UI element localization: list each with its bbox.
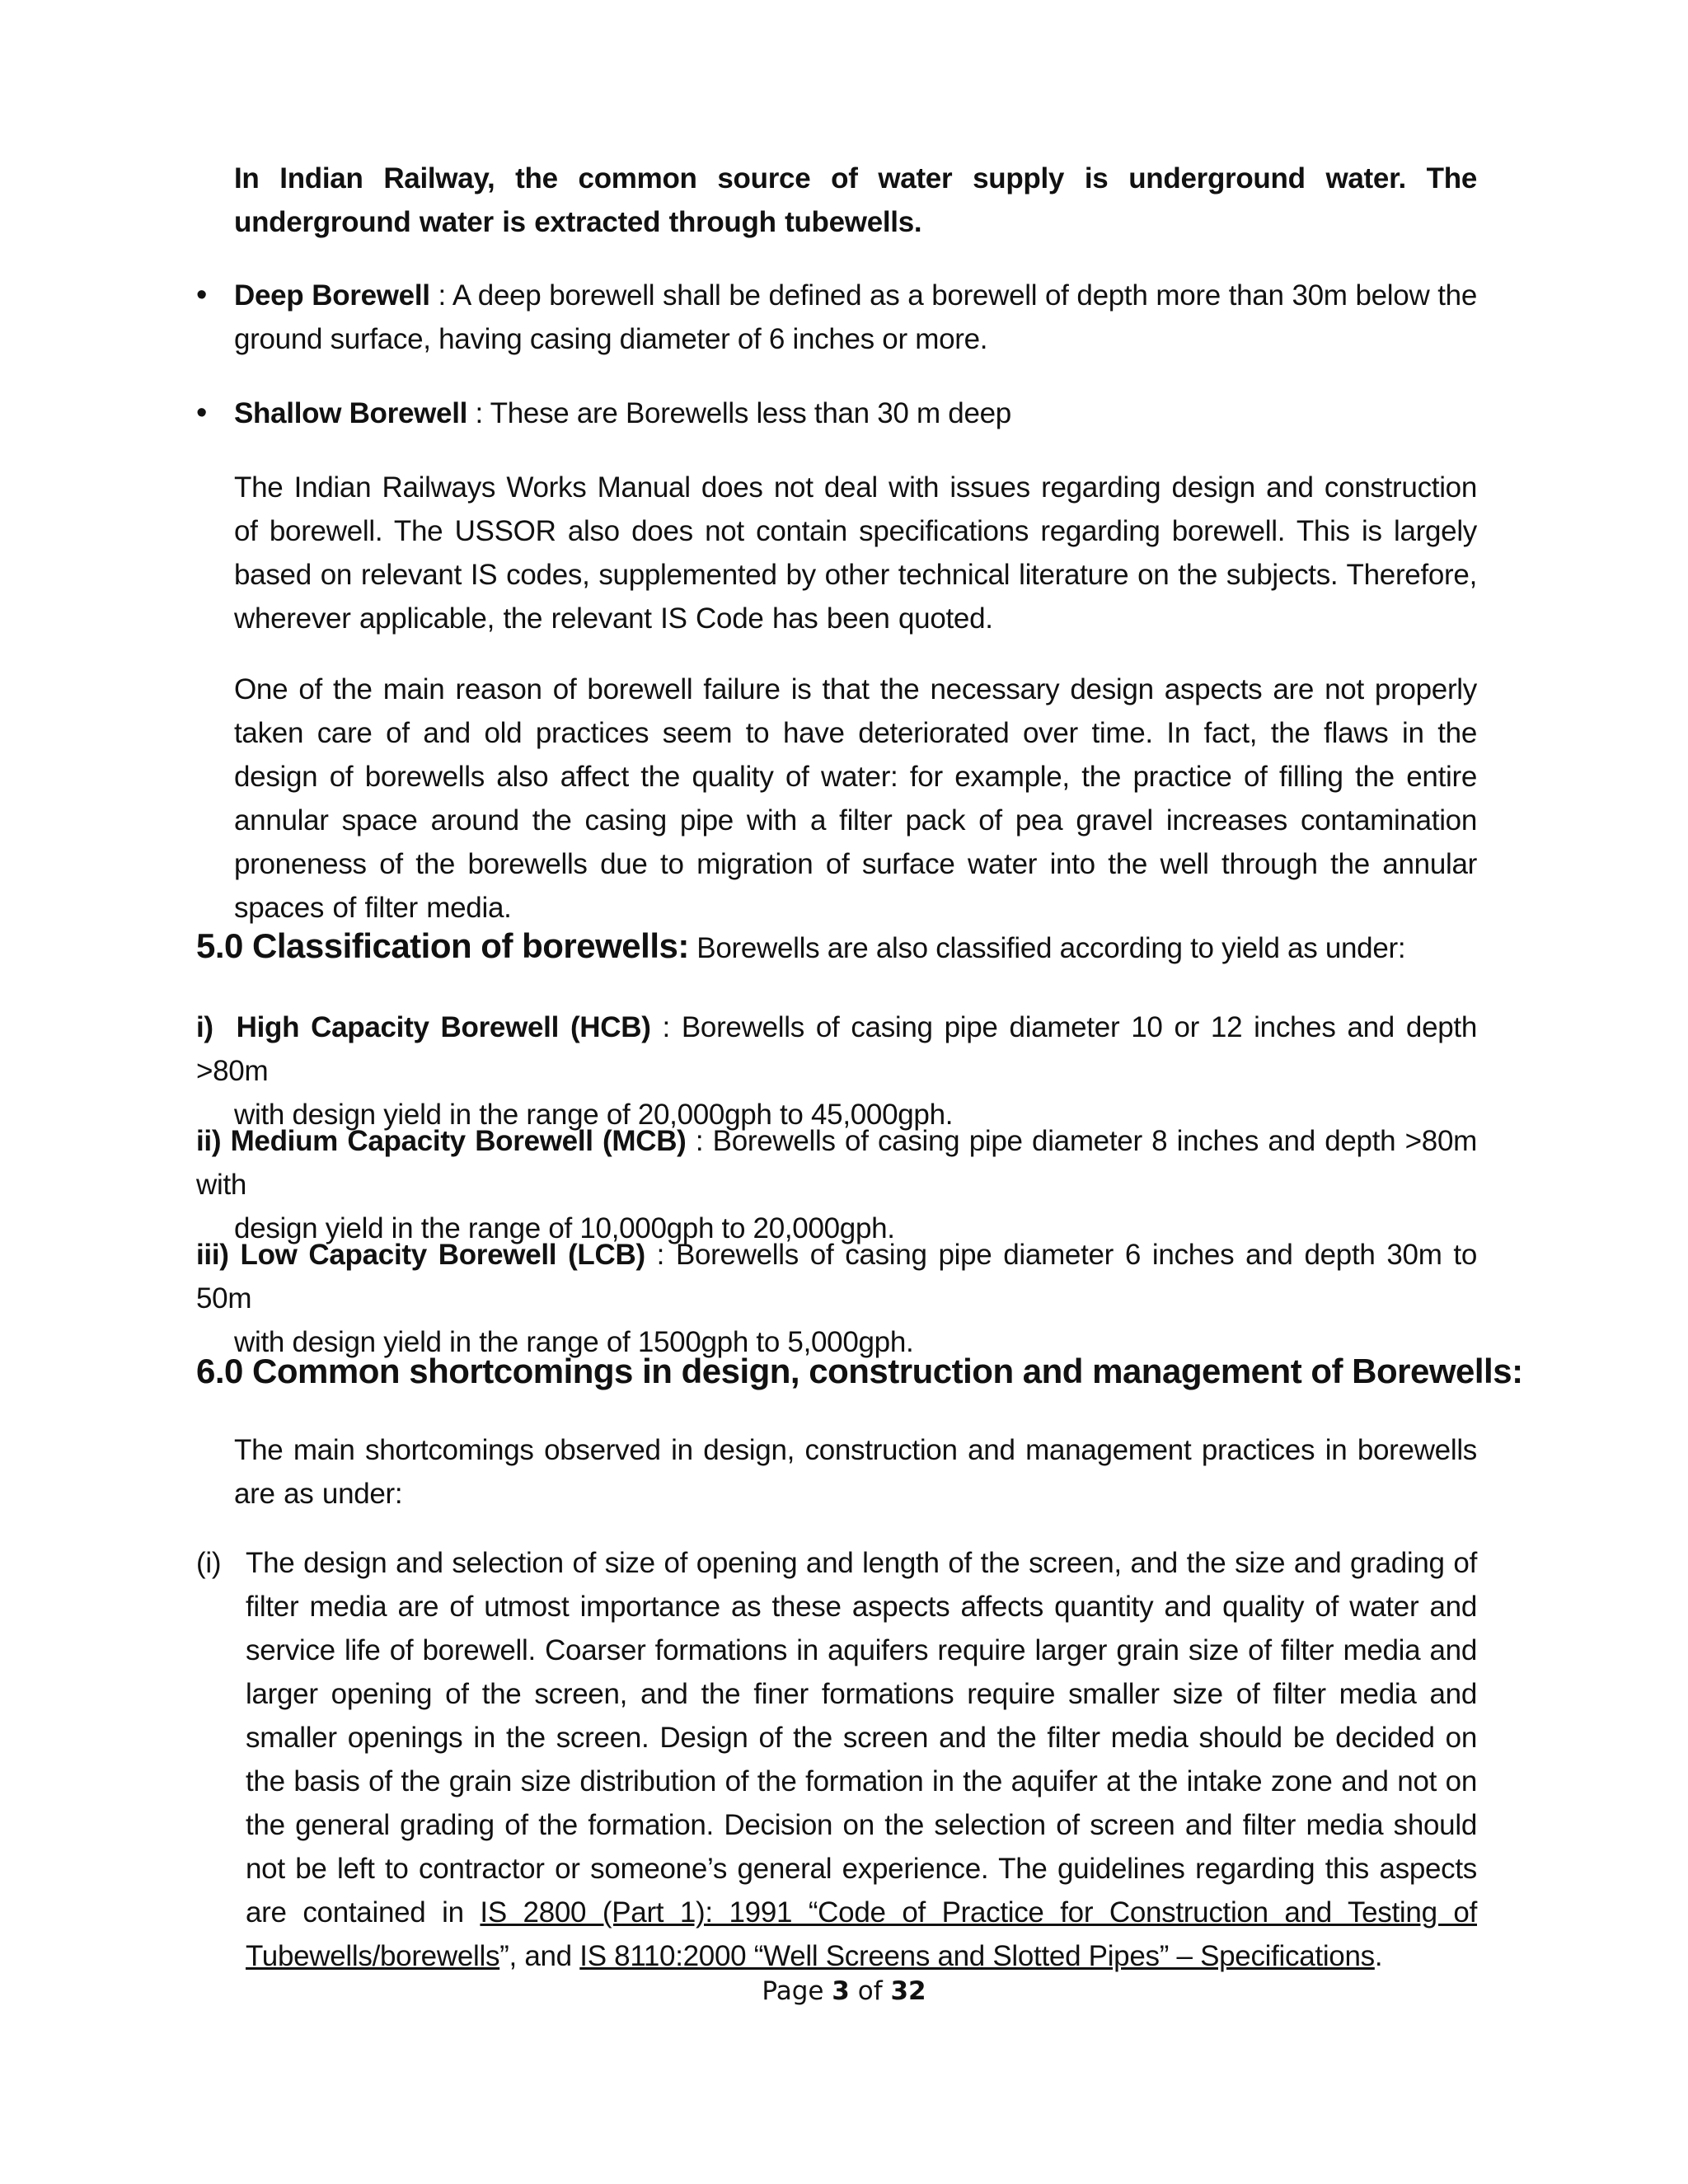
- reference-is-8110: IS 8110:2000 “Well Screens and Slotted Pipes” – Specifications: [579, 1940, 1375, 1972]
- item-text-mid: ”, and: [499, 1940, 580, 1972]
- bullet-text: [234, 274, 1477, 361]
- classification-item-hcb: [196, 1005, 1477, 1137]
- footer-of: of: [849, 1976, 891, 2006]
- section-6-heading: 6.0 Common shortcomings in design, construction and management of Borewells:: [196, 1352, 1523, 1390]
- item-text: : Borewells of casing pipe diameter 10 or 12 inches and depth >80m: [196, 1011, 1477, 1087]
- bullet-term: Shallow Borewell: [234, 397, 468, 429]
- paragraph-works-manual: The Indian Railways Works Manual does not deal with issues regarding design and construction of borewell. The USSOR also does not contain specifications regarding borewell. This is largely based on relevant IS codes, supplemented by other technical literature on the subjects. Therefore, wherever applicable, the relevant IS Code has been quoted.: [234, 471, 1477, 635]
- item-continuation: design yield in the range of 10,000gph to 20,000gph.: [234, 1212, 895, 1244]
- item-number: i): [196, 1011, 213, 1043]
- bullet-text: [234, 391, 1477, 435]
- item-line: [196, 1233, 1477, 1320]
- item-number: (i): [196, 1547, 222, 1579]
- bullet-icon: [196, 391, 234, 435]
- item-number: ii): [196, 1125, 222, 1157]
- item-line: [196, 1119, 1477, 1207]
- section-5-heading: [196, 923, 1405, 972]
- classification-item-lcb: [196, 1233, 1477, 1364]
- page-footer: [0, 1976, 1688, 2006]
- item-line: [196, 1005, 1477, 1093]
- item-text-end: .: [1374, 1940, 1383, 1972]
- total-pages: 32: [890, 1976, 926, 2006]
- classification-item-mcb: [196, 1119, 1477, 1250]
- footer-prefix: Page: [762, 1976, 832, 2006]
- item-text: The design and selection of size of opening and length of the screen, and the size and grading of filter media are of utmost importance as these aspects affects quantity and quality of water and service life of borewell. Coarser formations in aquifers require larger grain size of filter media and larger opening of the screen, and the finer formations require smaller size of filter media and smaller openings in the screen. Design of the screen and the filter media should be decided on the basis of the grain size distribution of the formation in the aquifer at the intake zone and not on the general grading of the formation. Decision on the selection of screen and filter media should not be left to contractor or someone’s general experience. The guidelines regarding this aspects are contained in: [246, 1547, 1477, 1929]
- paragraph-borewell-failure: One of the main reason of borewell failure is that the necessary design aspects are not properly taken care of and old practices seem to have deteriorated over time. In fact, the flaws in the design of borewells also affect the quality of water: for example, the practice of filling the entire annular space around the casing pipe with a filter pack of pea gravel increases contamination proneness of the borewells due to migration of surface water into the well through the annular spaces of filter media.: [234, 673, 1477, 924]
- section-6-intro: The main shortcomings observed in design, construction and management practices in borewells are as under:: [234, 1434, 1477, 1510]
- item-number: iii): [196, 1239, 229, 1271]
- item-body: [246, 1541, 1477, 1978]
- section-5-title: 5.0 Classification of borewells:: [196, 926, 689, 965]
- item-continuation: with design yield in the range of 1500gph to 5,000gph.: [234, 1326, 914, 1358]
- bullet-description: : A deep borewell shall be defined as a borewell of depth more than 30m below the ground surface, having casing diameter of 6 inches or more.: [234, 279, 1477, 355]
- item-text: : Borewells of casing pipe diameter 8 inches and depth >80m with: [196, 1125, 1477, 1201]
- current-page-number: 3: [832, 1976, 850, 2006]
- bullet-term: Deep Borewell: [234, 279, 430, 312]
- intro-paragraph: In Indian Railway, the common source of water supply is underground water. The underground water is extracted through tubewells.: [234, 162, 1477, 238]
- item-term: High Capacity Borewell (HCB): [236, 1011, 651, 1043]
- reference-is-2800: IS 2800 (Part 1): 1991 “Code of Practice for Construction and Testing of Tubewells/borewells: [246, 1896, 1477, 1972]
- item-term: Low Capacity Borewell (LCB): [240, 1239, 645, 1271]
- section-5-tail: Borewells are also classified according to yield as under:: [688, 932, 1406, 964]
- bullet-icon: [196, 274, 234, 317]
- bullet-description: : These are Borewells less than 30 m deep: [467, 397, 1011, 429]
- item-text: : Borewells of casing pipe diameter 6 inches and depth 30m to 50m: [196, 1239, 1477, 1315]
- item-term: Medium Capacity Borewell (MCB): [230, 1125, 687, 1157]
- item-continuation: with design yield in the range of 20,000gph to 45,000gph.: [234, 1099, 954, 1131]
